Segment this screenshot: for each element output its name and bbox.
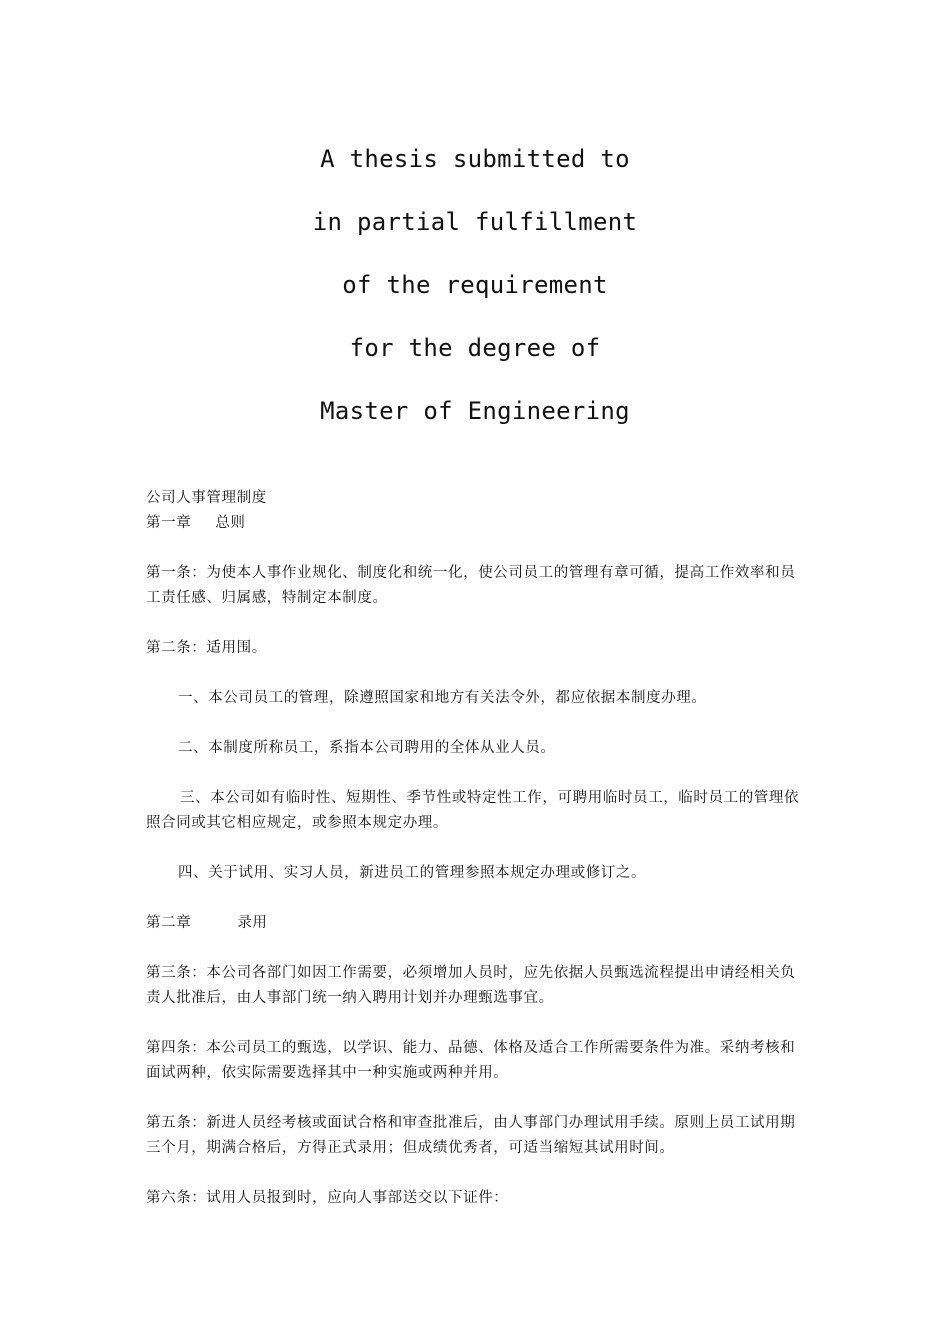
- title-line-1: A thesis submitted to: [320, 145, 630, 173]
- chapter-1-name: 总则: [215, 515, 246, 531]
- thesis-title-block: [0, 128, 950, 443]
- chapter-2-heading: [146, 911, 810, 936]
- article-1: 第一条：为使本人事作业规化、制度化和统一化，使公司员工的管理有章可循，提高工作效率和员工责任感、归属感，特制定本制度。: [146, 565, 796, 606]
- article-6: 第六条：试用人员报到时，应向人事部送交以下证件：: [146, 1190, 509, 1206]
- chapter-2-number: 第二章: [146, 915, 192, 931]
- article-2-item-2: 二、本制度所称员工，系指本公司聘用的全体从业人员。: [178, 740, 556, 756]
- title-line-3: of the requirement: [342, 271, 608, 299]
- title-line-4: for the degree of: [349, 334, 601, 362]
- article-2-item-3: 三、本公司如有临时性、短期性、季节性或特定性工作，可聘用临时员工，临时员工的管理依照合同或其它相应规定，或参照本规定办理。: [146, 790, 800, 831]
- article-3: 第三条：本公司各部门如因工作需要，必须增加人员时，应先依据人员甄选流程提出申请经相关负责人批准后，由人事部门统一纳入聘用计划并办理甄选事宜。: [146, 965, 796, 1006]
- article-4: 第四条：本公司员工的甄选，以学识、能力、品德、体格及适合工作所需要条件为准。采纳考核和面试两种，依实际需要选择其中一种实施或两种并用。: [146, 1040, 796, 1081]
- document-heading: 公司人事管理制度: [146, 490, 267, 506]
- title-line-5: Master of Engineering: [320, 397, 630, 425]
- chapter-2-name: 录用: [237, 915, 268, 931]
- article-2-item-1: 一、本公司员工的管理，除遵照国家和地方有关法令外，都应依据本制度办理。: [178, 690, 707, 706]
- chapter-1-number: 第一章: [146, 515, 192, 531]
- title-line-2: in partial fulfillment: [312, 208, 638, 236]
- article-2: 第二条：适用围。: [146, 640, 267, 656]
- document-body: [146, 486, 810, 1211]
- chapter-1-heading: [146, 511, 810, 536]
- article-5: 第五条：新进人员经考核或面试合格和审查批准后，由人事部门办理试用手续。原则上员工试用期三个月，期满合格后，方得正式录用；但成绩优秀者，可适当缩短其试用时间。: [146, 1115, 796, 1156]
- article-2-item-4: 四、关于试用、实习人员，新进员工的管理参照本规定办理或修订之。: [178, 865, 647, 881]
